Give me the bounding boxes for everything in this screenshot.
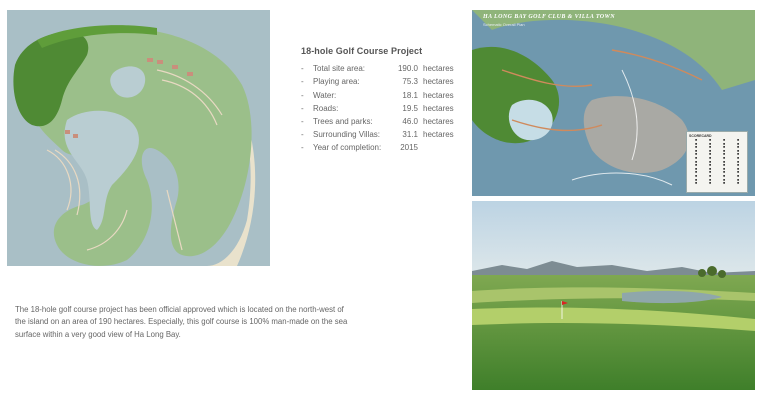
scorecard-row: ■ ■ ■ ■ [694,152,740,157]
fact-value: 46.0 [402,117,418,127]
fact-dash: - [301,143,304,153]
golf-course-photo [472,201,755,390]
scorecard-row: ■ ■ ■ ■ [694,155,740,160]
fact-unit: hectares [423,90,454,100]
fact-dash: - [301,117,304,127]
fact-row [301,89,461,102]
fact-label: Trees and parks: [313,117,373,127]
fact-value: 31.1 [402,130,418,140]
plan-subtitle: Schematic Overall Plan [483,22,525,27]
fact-dash: - [301,103,304,113]
fact-dash: - [301,130,304,140]
fact-value: 75.3 [402,77,418,87]
scorecard-row: ■ ■ ■ ■ [694,145,740,150]
plan-title: HA LONG BAY GOLF CLUB & VILLA TOWN [483,14,616,20]
project-description: The 18-hole golf course project has been official approved which is located on the north-west of the island on an area of 190 hectares. Especially, this golf course is 100% man-made on the sea surface within a very good view of Ha Long Bay. [15,305,348,339]
golf-project-facts [301,45,461,155]
scorecard-row: ■ ■ ■ ■ [694,173,740,178]
island-master-plan-image [7,10,270,266]
fact-dash: - [301,90,304,100]
fact-unit: hectares [423,103,454,113]
fact-label: Water: [313,90,337,100]
fact-unit: hectares [423,77,454,87]
fact-label: Roads: [313,103,339,113]
scorecard-row: ■ ■ ■ ■ [694,138,740,142]
fact-value: 2015 [400,143,418,153]
fact-label: Year of completion: [313,143,382,153]
scorecard-row: ■ ■ ■ ■ [694,148,740,153]
fact-label: Surrounding Villas: [313,130,381,140]
fact-unit: hectares [423,117,454,127]
scorecard-row: ■ ■ ■ ■ [694,141,740,146]
scorecard-row: ■ ■ ■ ■ [694,181,740,186]
fact-unit: hectares [423,64,454,74]
fact-dash: - [301,64,304,74]
fact-value: 19.5 [402,103,418,113]
facts-title: 18-hole Golf Course Project [301,46,423,56]
fact-row [301,141,461,154]
scorecard-title: SCORECARD [689,134,712,138]
fact-label: Total site area: [313,64,366,74]
scorecard-row: ■ ■ ■ ■ [694,177,740,182]
scorecard-row: ■ ■ ■ ■ [694,170,740,175]
fact-row [301,75,461,88]
fact-value: 18.1 [402,90,418,100]
fact-row [301,115,461,128]
fact-unit: hectares [423,130,454,140]
scorecard-row: ■ ■ ■ ■ [694,166,740,171]
fact-dash: - [301,77,304,87]
scorecard-row: ■ ■ ■ ■ [694,159,740,164]
fact-row [301,128,461,141]
golf-club-plan-image [472,10,755,196]
fact-value: 190.0 [397,64,418,74]
fact-label: Playing area: [313,77,360,87]
fact-row [301,102,461,115]
scorecard-row: ■ ■ ■ ■ [694,163,740,168]
fact-row [301,62,461,75]
scorecard-table [686,131,748,193]
